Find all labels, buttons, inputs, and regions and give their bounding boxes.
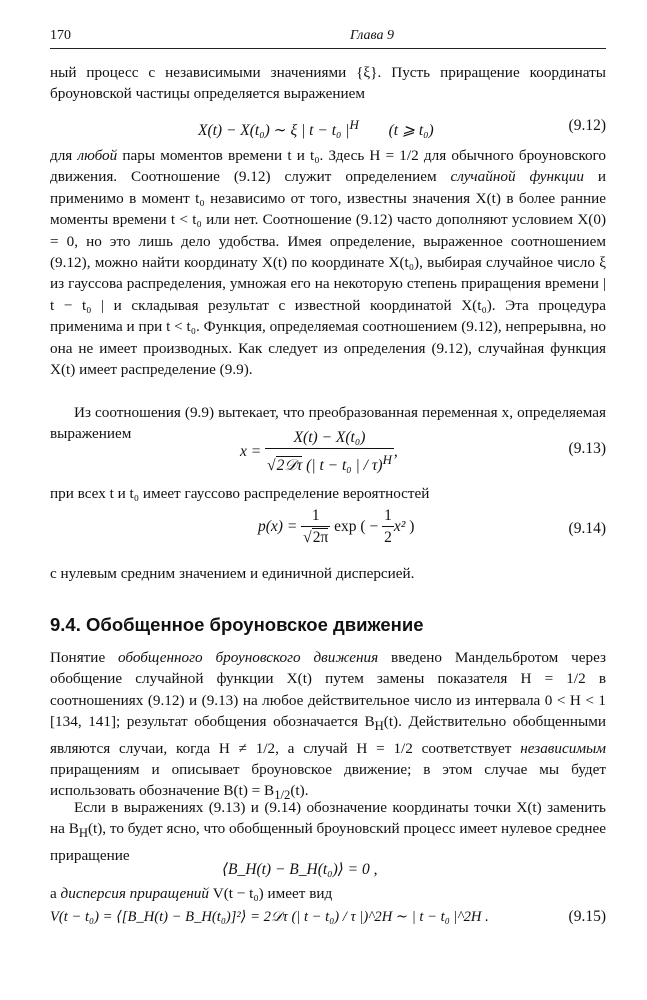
p7-sub-h: H [78, 826, 88, 841]
paragraph-1-text: ный процесс с независимыми значениями {ξ}. Пусть приращение координаты броуновской частицы определяется выражением [50, 64, 606, 103]
p6-italic-independent: независимым [520, 739, 606, 757]
p7-part-b: (t), то будет ясно, что обобщенный броуновский процесс имеет нулевое среднее приращение [50, 820, 606, 864]
eq-9-14-x2: x² [393, 518, 406, 536]
p6-sub-half: 1/2 [274, 788, 291, 803]
eq-9-13-tail: , [393, 443, 398, 461]
p6-italic-term: обобщенного броуновского движения [118, 649, 379, 666]
paragraph-4-text: при всех t и t₀ имеет гауссово распределение вероятностей [50, 485, 430, 502]
eq-9-13-den-rest: (| t − t₀ | / τ) [302, 457, 383, 475]
paragraph-4 [50, 483, 606, 504]
eq-9-15-number: (9.15) [568, 908, 606, 925]
section-heading: 9.4. Обобщенное броуновское движение [50, 614, 424, 635]
eq-9-12-exponent: H [349, 117, 359, 132]
eq-9-15-text: V(t − t₀) = ⟨[B_H(t) − B_H(t₀)]²⟩ = 2𝒟τ (| t − t₀) / τ |)^2H ∼ | t − t₀ |^2H . [50, 909, 489, 925]
paragraph-6 [50, 647, 606, 807]
eq-9-13-lhs: x = [240, 443, 262, 461]
equation-9-12 [50, 117, 606, 141]
equation-9-15 [50, 908, 606, 932]
p2-part-b: пары моментов времени t и t₀. Здесь H = 1/2 для обычного броуновского движения. Соотношение (9.12) служит определением [50, 147, 606, 186]
p6-sub-h: H [374, 719, 384, 734]
page-header [50, 26, 606, 49]
equation-9-13 [50, 428, 606, 476]
paragraph-5 [50, 563, 606, 584]
eq-mean-text: ⟨B_H(t) − B_H(t₀)⟩ = 0 , [222, 861, 378, 878]
eq-9-14-fraction: $\frac{1}{√2\pi}$ [303, 507, 329, 546]
eq-9-14-lhs: p(x) = [258, 518, 298, 536]
eq-9-14-close: ) [409, 518, 415, 536]
eq-9-13-den-root: 2𝒟τ [276, 457, 303, 475]
eq-9-14-number: (9.14) [568, 520, 606, 537]
p2-italic-random-function: случайной функции [450, 168, 584, 186]
eq-9-14-exp: exp [334, 518, 357, 536]
p2-part-c: и применимо в момент t₀ независимо от того, известны значения X(t) в более ранние моменты времени t < t₀ или нет. Соотношение (9.12) часто дополняют условием X(0) = 0, но это лишь дело удобства. Имея определение, выраженное соотношением (9.12), можно найти координату X(t) по координате X(t₀), выбирая случайное число ξ из гауссова распределения, умножая его на некоторую степень приращения времени | t − t₀ | и складывая результат с известной координатой X(t₀). Эта процедура применима и при t < t₀. Функция, определяемая соотношением (9.12), непрерывна, но она не имеет производных. Как следует из определения (9.12), случайная функция X(t) имеет распределение (9.9). [50, 168, 607, 379]
paragraph-2 [50, 145, 606, 380]
p6-part-b: введено Мандельбротом через обобщение случайной функции X(t) путем замены показателя H = 1/2 в соотношениях (9.12) и (9.13) на любое действительное число из интервала 0 < H < 1 [134, 141]; результат обобщения обозначается B [50, 649, 606, 731]
equation-9-14 [50, 506, 606, 556]
eq-9-14-den-root: 2π [312, 529, 329, 546]
eq-9-13-numerator: X(t) − X(t₀) [293, 429, 366, 446]
paragraph-8 [50, 883, 606, 904]
p8-italic-variance: дисперсия приращений [60, 885, 209, 902]
p6-part-a: Понятие [50, 649, 119, 666]
running-head: Глава 9 [350, 28, 394, 43]
paragraph-5-text: с нулевым средним значением и единичной дисперсией. [50, 565, 415, 582]
p2-italic-any: любой [77, 147, 118, 164]
p6-part-c: (t). Действительно обобщенными являются случаи, когда H ≠ 1/2, а случай H = 1/2 соответствует [50, 713, 606, 757]
equation-mean [50, 860, 606, 884]
p6-part-e: (t). [290, 782, 309, 800]
p7-part-a: Если в выражениях (9.13) и (9.14) обозначение координаты точки X(t) заменить на B [50, 799, 606, 838]
eq-9-14-half-den: 2 [384, 529, 392, 546]
paragraph-3-text: Из соотношения (9.9) вытекает, что преобразованная переменная x, определяемая выражением [50, 404, 606, 443]
p2-part-a: для [50, 147, 78, 164]
eq-9-14-half [382, 506, 394, 549]
page-number: 170 [50, 28, 71, 43]
eq-9-13-number: (9.13) [568, 440, 606, 457]
eq-9-12-body: X(t) − X(t₀) ∼ ξ | t − t₀ | [198, 122, 350, 140]
p6-part-d: приращениям и описывает броуновское движение; в этом случае мы будет использовать обозначение B(t) = B [50, 761, 606, 800]
eq-9-14-half-num: 1 [382, 506, 394, 527]
p8-part-b: V(t − t₀) имеет вид [208, 885, 333, 902]
eq-9-13-den-exponent: H [382, 452, 392, 467]
eq-9-12-condition: (t ⩾ t₀) [388, 122, 434, 140]
paragraph-1 [50, 62, 606, 105]
eq-9-14-numerator: 1 [301, 506, 330, 527]
eq-9-12-number: (9.12) [568, 117, 606, 134]
paragraph-7 [50, 797, 606, 866]
eq-9-14-open: ( − [360, 518, 379, 536]
p8-part-a: а [50, 885, 61, 902]
eq-9-13-fraction: $\frac{\text{X(t) − X(t₀)}}{√2𝒟\tau (| t - t_0 | / \tau)^H}$ [267, 429, 392, 475]
